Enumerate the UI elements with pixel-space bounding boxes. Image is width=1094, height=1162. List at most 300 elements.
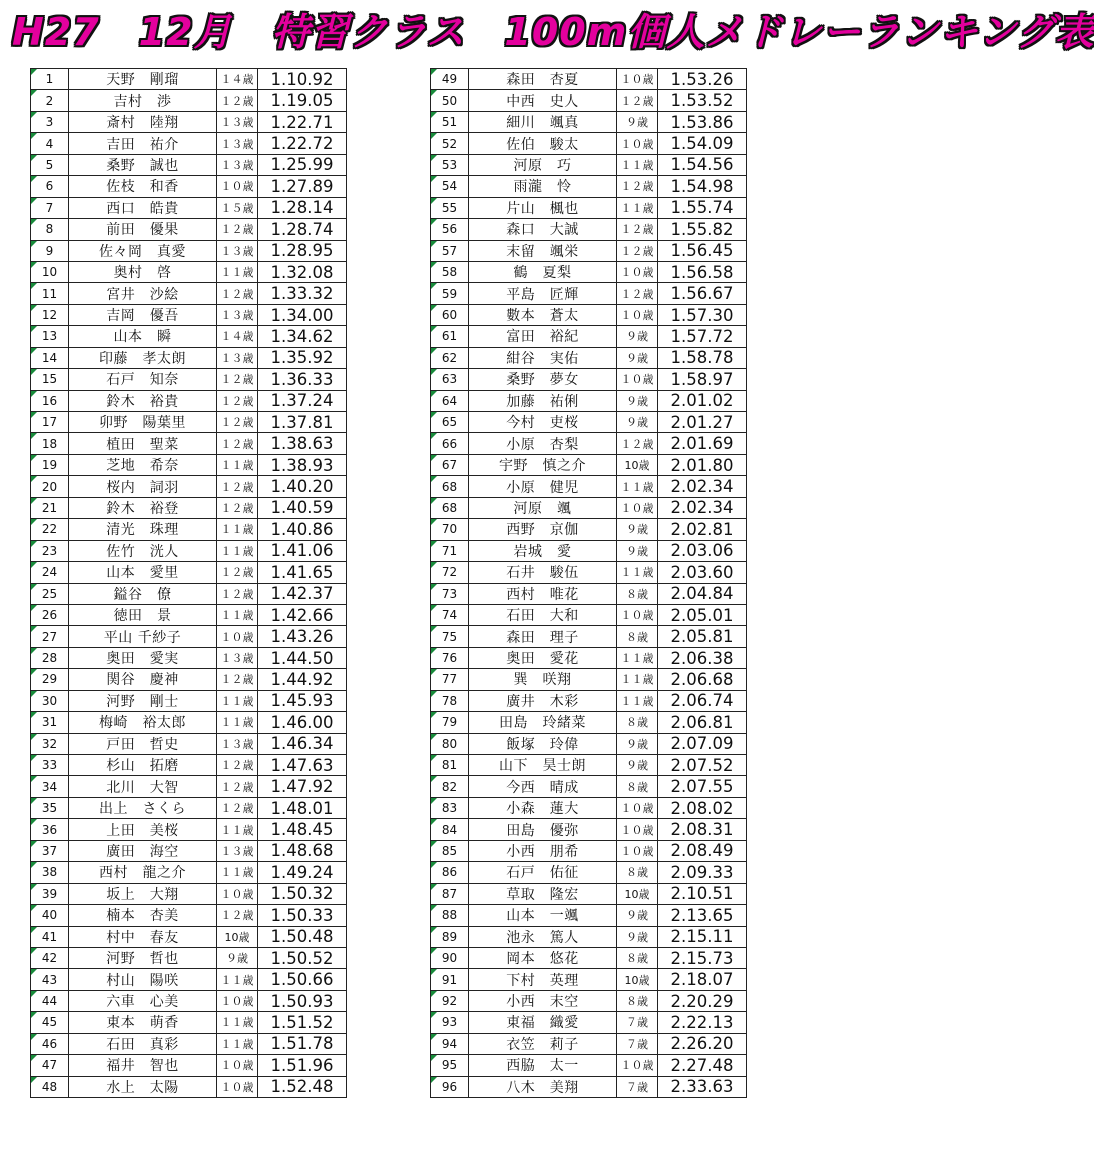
rank-cell: 24 (31, 562, 69, 583)
name-cell: 西脇 太一 (469, 1055, 617, 1076)
table-row (31, 733, 347, 754)
age-cell: ９歳 (617, 347, 658, 368)
name-cell: 鶴 夏梨 (469, 261, 617, 282)
age-cell: ９歳 (617, 519, 658, 540)
time-cell: 2.09.33 (658, 862, 747, 883)
rank-cell: 39 (31, 883, 69, 904)
time-cell: 1.45.93 (258, 690, 347, 711)
name-cell: 山下 昊士朗 (469, 755, 617, 776)
age-cell: 10歳 (617, 454, 658, 475)
age-cell: １０歳 (217, 1076, 258, 1097)
table-row (431, 454, 747, 475)
time-cell: 1.38.93 (258, 454, 347, 475)
rank-cell: 89 (431, 926, 469, 947)
age-cell: ８歳 (617, 712, 658, 733)
time-cell: 2.07.09 (658, 733, 747, 754)
table-row (31, 519, 347, 540)
table-row (31, 926, 347, 947)
table-row (431, 219, 747, 240)
table-row (431, 154, 747, 175)
time-cell: 1.28.95 (258, 240, 347, 261)
table-row (431, 412, 747, 433)
name-cell: 奥田 愛花 (469, 647, 617, 668)
table-row (31, 883, 347, 904)
name-cell: 東福 織愛 (469, 1012, 617, 1033)
rank-cell: 95 (431, 1055, 469, 1076)
age-cell: ８歳 (617, 776, 658, 797)
time-cell: 1.53.52 (658, 90, 747, 111)
table-row (431, 497, 747, 518)
name-cell: 草取 隆宏 (469, 883, 617, 904)
rank-cell: 90 (431, 947, 469, 968)
time-cell: 2.13.65 (658, 905, 747, 926)
table-row (31, 283, 347, 304)
age-cell: １０歳 (217, 883, 258, 904)
rank-cell: 48 (31, 1076, 69, 1097)
rank-cell: 43 (31, 969, 69, 990)
rank-cell: 83 (431, 797, 469, 818)
age-cell: ７歳 (617, 1012, 658, 1033)
age-cell: １１歳 (217, 519, 258, 540)
table-row (31, 390, 347, 411)
rank-cell: 32 (31, 733, 69, 754)
name-cell: 河原 巧 (469, 154, 617, 175)
age-cell: １０歳 (617, 819, 658, 840)
time-cell: 1.37.81 (258, 412, 347, 433)
time-cell: 1.40.20 (258, 476, 347, 497)
age-cell: １２歳 (217, 90, 258, 111)
time-cell: 1.28.14 (258, 197, 347, 218)
age-cell: ７歳 (617, 1033, 658, 1054)
age-cell: １１歳 (217, 604, 258, 625)
rank-cell: 60 (431, 304, 469, 325)
table-row (431, 562, 747, 583)
table-row (431, 1076, 747, 1097)
table-row (31, 1012, 347, 1033)
time-cell: 1.55.82 (658, 219, 747, 240)
age-cell: １２歳 (617, 90, 658, 111)
time-cell: 1.28.74 (258, 219, 347, 240)
time-cell: 1.40.59 (258, 497, 347, 518)
rank-cell: 59 (431, 283, 469, 304)
time-cell: 1.37.24 (258, 390, 347, 411)
age-cell: １２歳 (217, 562, 258, 583)
name-cell: 田島 優弥 (469, 819, 617, 840)
rank-cell: 38 (31, 862, 69, 883)
age-cell: ８歳 (617, 626, 658, 647)
time-cell: 1.43.26 (258, 626, 347, 647)
age-cell: ９歳 (617, 540, 658, 561)
rank-cell: 19 (31, 454, 69, 475)
time-cell: 2.08.02 (658, 797, 747, 818)
age-cell: ９歳 (217, 947, 258, 968)
time-cell: 1.54.56 (658, 154, 747, 175)
name-cell: 加藤 祐俐 (469, 390, 617, 411)
time-cell: 1.46.34 (258, 733, 347, 754)
name-cell: 石井 駿伍 (469, 562, 617, 583)
table-row (431, 133, 747, 154)
name-cell: 今西 晴成 (469, 776, 617, 797)
rank-cell: 92 (431, 990, 469, 1011)
age-cell: １１歳 (617, 669, 658, 690)
time-cell: 1.57.72 (658, 326, 747, 347)
time-cell: 1.53.86 (658, 111, 747, 132)
name-cell: 雨瀧 怜 (469, 176, 617, 197)
name-cell: 天野 剛瑠 (69, 69, 217, 90)
ranking-table-right (430, 68, 747, 1098)
age-cell: １１歳 (217, 1033, 258, 1054)
table-row (431, 883, 747, 904)
age-cell: １２歳 (217, 219, 258, 240)
time-cell: 1.51.52 (258, 1012, 347, 1033)
table-row (431, 990, 747, 1011)
name-cell: 鎰谷 僚 (69, 583, 217, 604)
time-cell: 1.38.63 (258, 433, 347, 454)
rank-cell: 70 (431, 519, 469, 540)
name-cell: 中西 史人 (469, 90, 617, 111)
name-cell: 小西 末空 (469, 990, 617, 1011)
rank-cell: 21 (31, 497, 69, 518)
name-cell: 河野 剛士 (69, 690, 217, 711)
name-cell: 森田 理子 (469, 626, 617, 647)
table-row (31, 154, 347, 175)
table-row (31, 797, 347, 818)
age-cell: １０歳 (617, 261, 658, 282)
time-cell: 2.05.01 (658, 604, 747, 625)
rank-cell: 91 (431, 969, 469, 990)
table-row (31, 326, 347, 347)
table-row (31, 647, 347, 668)
time-cell: 1.41.06 (258, 540, 347, 561)
name-cell: 細川 颯真 (469, 111, 617, 132)
age-cell: 10歳 (217, 926, 258, 947)
table-row (31, 669, 347, 690)
rank-cell: 37 (31, 840, 69, 861)
table-row (431, 797, 747, 818)
name-cell: 佐竹 洸人 (69, 540, 217, 561)
rank-cell: 96 (431, 1076, 469, 1097)
rank-cell: 68 (431, 497, 469, 518)
name-cell: 田島 玲緒菜 (469, 712, 617, 733)
time-cell: 2.01.69 (658, 433, 747, 454)
table-row (31, 1033, 347, 1054)
rank-cell: 56 (431, 219, 469, 240)
rank-cell: 80 (431, 733, 469, 754)
age-cell: １０歳 (617, 133, 658, 154)
table-row (31, 454, 347, 475)
time-cell: 1.25.99 (258, 154, 347, 175)
age-cell: １０歳 (617, 604, 658, 625)
rank-cell: 82 (431, 776, 469, 797)
time-cell: 1.35.92 (258, 347, 347, 368)
name-cell: 池永 篤人 (469, 926, 617, 947)
age-cell: １２歳 (217, 669, 258, 690)
name-cell: 卯野 陽葉里 (69, 412, 217, 433)
table-row (431, 519, 747, 540)
time-cell: 1.50.93 (258, 990, 347, 1011)
name-cell: 上田 美桜 (69, 819, 217, 840)
time-cell: 1.51.96 (258, 1055, 347, 1076)
name-cell: 鈴木 裕貴 (69, 390, 217, 411)
rank-cell: 4 (31, 133, 69, 154)
rank-cell: 1 (31, 69, 69, 90)
name-cell: 小原 杏梨 (469, 433, 617, 454)
rank-cell: 62 (431, 347, 469, 368)
age-cell: １２歳 (217, 583, 258, 604)
age-cell: １０歳 (617, 1055, 658, 1076)
name-cell: 森口 大誠 (469, 219, 617, 240)
table-row (31, 476, 347, 497)
table-row (31, 304, 347, 325)
age-cell: １１歳 (617, 562, 658, 583)
table-row (31, 776, 347, 797)
age-cell: １２歳 (617, 433, 658, 454)
name-cell: 佐枝 和香 (69, 176, 217, 197)
rank-cell: 45 (31, 1012, 69, 1033)
table-row (31, 219, 347, 240)
time-cell: 1.56.67 (658, 283, 747, 304)
rank-cell: 81 (431, 755, 469, 776)
table-row (431, 626, 747, 647)
age-cell: ８歳 (617, 947, 658, 968)
name-cell: 楠本 杏美 (69, 905, 217, 926)
age-cell: １３歳 (217, 133, 258, 154)
time-cell: 1.42.37 (258, 583, 347, 604)
time-cell: 2.06.81 (658, 712, 747, 733)
rank-cell: 93 (431, 1012, 469, 1033)
time-cell: 1.53.26 (658, 69, 747, 90)
age-cell: １４歳 (217, 69, 258, 90)
rank-cell: 9 (31, 240, 69, 261)
rank-cell: 7 (31, 197, 69, 218)
age-cell: ９歳 (617, 905, 658, 926)
rank-cell: 74 (431, 604, 469, 625)
name-cell: 村中 春友 (69, 926, 217, 947)
time-cell: 2.01.27 (658, 412, 747, 433)
table-row (431, 390, 747, 411)
name-cell: 紺谷 実佑 (469, 347, 617, 368)
rank-cell: 55 (431, 197, 469, 218)
table-row (31, 497, 347, 518)
rank-cell: 47 (31, 1055, 69, 1076)
age-cell: １１歳 (217, 712, 258, 733)
age-cell: 10歳 (617, 969, 658, 990)
rank-cell: 25 (31, 583, 69, 604)
name-cell: 鈴木 裕登 (69, 497, 217, 518)
name-cell: 森田 杏夏 (469, 69, 617, 90)
name-cell: 吉村 渉 (69, 90, 217, 111)
table-row (31, 840, 347, 861)
age-cell: １１歳 (617, 154, 658, 175)
name-cell: 今村 吏桜 (469, 412, 617, 433)
age-cell: １４歳 (217, 326, 258, 347)
age-cell: １３歳 (217, 240, 258, 261)
rank-cell: 31 (31, 712, 69, 733)
time-cell: 1.10.92 (258, 69, 347, 90)
time-cell: 1.47.92 (258, 776, 347, 797)
rank-cell: 65 (431, 412, 469, 433)
table-row (31, 1055, 347, 1076)
table-row (431, 433, 747, 454)
time-cell: 1.48.45 (258, 819, 347, 840)
table-row (431, 540, 747, 561)
name-cell: 村山 陽咲 (69, 969, 217, 990)
time-cell: 1.47.63 (258, 755, 347, 776)
age-cell: ８歳 (617, 583, 658, 604)
age-cell: １３歳 (217, 840, 258, 861)
name-cell: 前田 優果 (69, 219, 217, 240)
time-cell: 2.08.31 (658, 819, 747, 840)
table-row (431, 1012, 747, 1033)
table-row (31, 111, 347, 132)
table-row (431, 862, 747, 883)
rank-cell: 54 (431, 176, 469, 197)
name-cell: 小西 朋希 (469, 840, 617, 861)
rank-cell: 68 (431, 476, 469, 497)
table-row (31, 862, 347, 883)
rank-cell: 44 (31, 990, 69, 1011)
rank-cell: 50 (431, 90, 469, 111)
age-cell: １０歳 (617, 69, 658, 90)
name-cell: 清光 珠理 (69, 519, 217, 540)
age-cell: １２歳 (217, 390, 258, 411)
name-cell: 坂上 大翔 (69, 883, 217, 904)
rank-cell: 11 (31, 283, 69, 304)
time-cell: 2.03.06 (658, 540, 747, 561)
rank-cell: 67 (431, 454, 469, 475)
name-cell: 桑野 誠也 (69, 154, 217, 175)
age-cell: １１歳 (217, 819, 258, 840)
table-row (431, 755, 747, 776)
age-cell: １１歳 (217, 862, 258, 883)
name-cell: 山本 愛里 (69, 562, 217, 583)
rank-cell: 18 (31, 433, 69, 454)
rank-cell: 57 (431, 240, 469, 261)
time-cell: 1.41.65 (258, 562, 347, 583)
table-row (31, 712, 347, 733)
name-cell: 廣井 木彩 (469, 690, 617, 711)
rank-cell: 52 (431, 133, 469, 154)
rank-cell: 29 (31, 669, 69, 690)
age-cell: １０歳 (217, 990, 258, 1011)
table-row (431, 733, 747, 754)
name-cell: 八木 美翔 (469, 1076, 617, 1097)
name-cell: 飯塚 玲偉 (469, 733, 617, 754)
age-cell: １０歳 (617, 304, 658, 325)
age-cell: １２歳 (217, 412, 258, 433)
rank-cell: 42 (31, 947, 69, 968)
rank-cell: 46 (31, 1033, 69, 1054)
table-row (31, 433, 347, 454)
time-cell: 2.26.20 (658, 1033, 747, 1054)
rank-cell: 23 (31, 540, 69, 561)
name-cell: 芝地 希奈 (69, 454, 217, 475)
name-cell: 片山 楓也 (469, 197, 617, 218)
table-row (31, 1076, 347, 1097)
age-cell: １３歳 (217, 304, 258, 325)
name-cell: 數本 蒼太 (469, 304, 617, 325)
age-cell: １０歳 (217, 1055, 258, 1076)
table-row (431, 647, 747, 668)
rank-cell: 63 (431, 369, 469, 390)
rank-cell: 75 (431, 626, 469, 647)
time-cell: 2.04.84 (658, 583, 747, 604)
rank-cell: 27 (31, 626, 69, 647)
age-cell: １２歳 (217, 369, 258, 390)
time-cell: 1.46.00 (258, 712, 347, 733)
age-cell: １２歳 (617, 219, 658, 240)
age-cell: ７歳 (617, 1076, 658, 1097)
table-row (431, 819, 747, 840)
time-cell: 2.02.34 (658, 476, 747, 497)
time-cell: 1.50.32 (258, 883, 347, 904)
table-row (31, 562, 347, 583)
time-cell: 1.40.86 (258, 519, 347, 540)
name-cell: 吉田 祐介 (69, 133, 217, 154)
name-cell: 石田 真彩 (69, 1033, 217, 1054)
time-cell: 2.05.81 (658, 626, 747, 647)
time-cell: 2.06.68 (658, 669, 747, 690)
time-cell: 1.51.78 (258, 1033, 347, 1054)
table-row (431, 176, 747, 197)
rank-cell: 88 (431, 905, 469, 926)
name-cell: 巽 咲翔 (469, 669, 617, 690)
age-cell: １０歳 (617, 497, 658, 518)
table-row (431, 583, 747, 604)
name-cell: 西村 龍之介 (69, 862, 217, 883)
name-cell: 宇野 慎之介 (469, 454, 617, 475)
name-cell: 梅崎 裕太郎 (69, 712, 217, 733)
table-row (31, 240, 347, 261)
rank-cell: 40 (31, 905, 69, 926)
rank-cell: 84 (431, 819, 469, 840)
time-cell: 2.07.52 (658, 755, 747, 776)
table-row (431, 326, 747, 347)
rank-cell: 10 (31, 261, 69, 282)
age-cell: ８歳 (617, 990, 658, 1011)
time-cell: 1.34.00 (258, 304, 347, 325)
age-cell: 10歳 (617, 883, 658, 904)
rank-cell: 94 (431, 1033, 469, 1054)
name-cell: 福井 智也 (69, 1055, 217, 1076)
time-cell: 1.54.98 (658, 176, 747, 197)
time-cell: 1.48.01 (258, 797, 347, 818)
rank-cell: 72 (431, 562, 469, 583)
name-cell: 西野 京伽 (469, 519, 617, 540)
age-cell: １０歳 (217, 176, 258, 197)
age-cell: ９歳 (617, 111, 658, 132)
page-title: H27 12月 特習クラス 100m個人メドレーランキング表 (12, 10, 1094, 54)
name-cell: 吉岡 優吾 (69, 304, 217, 325)
time-cell: 2.01.02 (658, 390, 747, 411)
time-cell: 1.50.66 (258, 969, 347, 990)
time-cell: 2.18.07 (658, 969, 747, 990)
time-cell: 1.44.50 (258, 647, 347, 668)
name-cell: 佐伯 駿太 (469, 133, 617, 154)
rank-cell: 66 (431, 433, 469, 454)
age-cell: １３歳 (217, 154, 258, 175)
table-row (31, 604, 347, 625)
rank-cell: 53 (431, 154, 469, 175)
age-cell: １１歳 (217, 690, 258, 711)
rank-cell: 58 (431, 261, 469, 282)
rank-cell: 5 (31, 154, 69, 175)
name-cell: 出上 さくら (69, 797, 217, 818)
name-cell: 平島 匠輝 (469, 283, 617, 304)
age-cell: １１歳 (617, 197, 658, 218)
age-cell: １２歳 (217, 797, 258, 818)
table-row (31, 369, 347, 390)
